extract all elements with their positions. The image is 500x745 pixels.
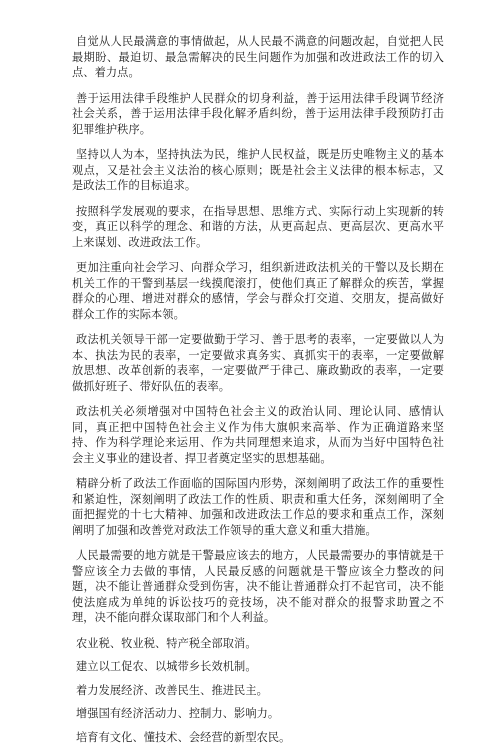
paragraph: 更加注重向社会学习、向群众学习，组织新进政法机关的干警以及长期在机关工作的干警到基层一线摸爬滚打，使他们真正了解群众的疾苦，掌握群众的心理、增进对群众的感情，学会与群众打交道、交朋友，提高做好群众工作的实际本领。 bbox=[72, 260, 444, 322]
paragraph: 精辟分析了政法工作面临的国际国内形势，深刻阐明了政法工作的重要性和紧迫性，深刻阐明了政法工作的性质、职责和重大任务，深刻阐明了全面把握党的十七大精神、加强和改进政法工作总的要求和重点工作，深刻阐明了加强和改善党对政法工作领导的重大意义和重大措施。 bbox=[72, 476, 444, 538]
paragraph: 着力发展经济、改善民生、推进民主。 bbox=[72, 683, 444, 699]
paragraph: 政法机关必须增强对中国特色社会主义的政治认同、理论认同、感情认同，真正把中国特色社会主义作为伟大旗帜来高举、作为正确道路来坚持、作为科学理论来运用、作为共同理想来追求，从而为当好中国特色社会主义事业的建设者、捍卫者奠定坚实的思想基础。 bbox=[72, 404, 444, 466]
paragraph: 人民最需要的地方就是干警最应该去的地方，人民最需要办的事情就是干警应该全力去做的事情，人民最反感的问题就是干警应该全力整改的问题，决不能让普通群众受到伤害，决不能让普通群众打不起官司，决不能使法庭成为单纯的诉讼技巧的竞技场，决不能对群众的报警求助置之不理，决不能向群众谋取部门和个人利益。 bbox=[72, 548, 444, 626]
paragraph: 建立以工促农、以城带乡长效机制。 bbox=[72, 659, 444, 675]
paragraph: 农业税、牧业税、特产税全部取消。 bbox=[72, 636, 444, 652]
paragraph: 坚持以人为本，坚持执法为民，维护人民权益，既是历史唯物主义的基本观点，又是社会主义法治的核心原则；既是社会主义法律的根本标志，又是政法工作的目标追求。 bbox=[72, 147, 444, 194]
paragraph: 增强国有经济活动力、控制力、影响力。 bbox=[72, 706, 444, 722]
paragraph: 善于运用法律手段维护人民群众的切身利益，善于运用法律手段调节经济社会关系，善于运用法律手段化解矛盾纠纷，善于运用法律手段预防打击犯罪维护秩序。 bbox=[72, 91, 444, 138]
paragraph: 政法机关领导干部一定要做勤于学习、善于思考的表率，一定要做以人为本、执法为民的表率，一定要做求真务实、真抓实干的表率，一定要做解放思想、改革创新的表率，一定要做严于律己、廉政勤政的表率，一定要做抓好班子、带好队伍的表率。 bbox=[72, 332, 444, 394]
paragraph: 按照科学发展观的要求，在指导思想、思维方式、实际行动上实现新的转变，真正以科学的理念、和谐的方法，从更高起点、更高层次、更高水平上来谋划、改进政法工作。 bbox=[72, 204, 444, 251]
paragraph: 自觉从人民最满意的事情做起，从人民最不满意的问题改起，自觉把人民最期盼、最迫切、最急需解决的民生问题作为加强和改进政法工作的切入点、着力点。 bbox=[72, 34, 444, 81]
paragraph: 培育有文化、懂技术、会经营的新型农民。 bbox=[72, 730, 444, 745]
